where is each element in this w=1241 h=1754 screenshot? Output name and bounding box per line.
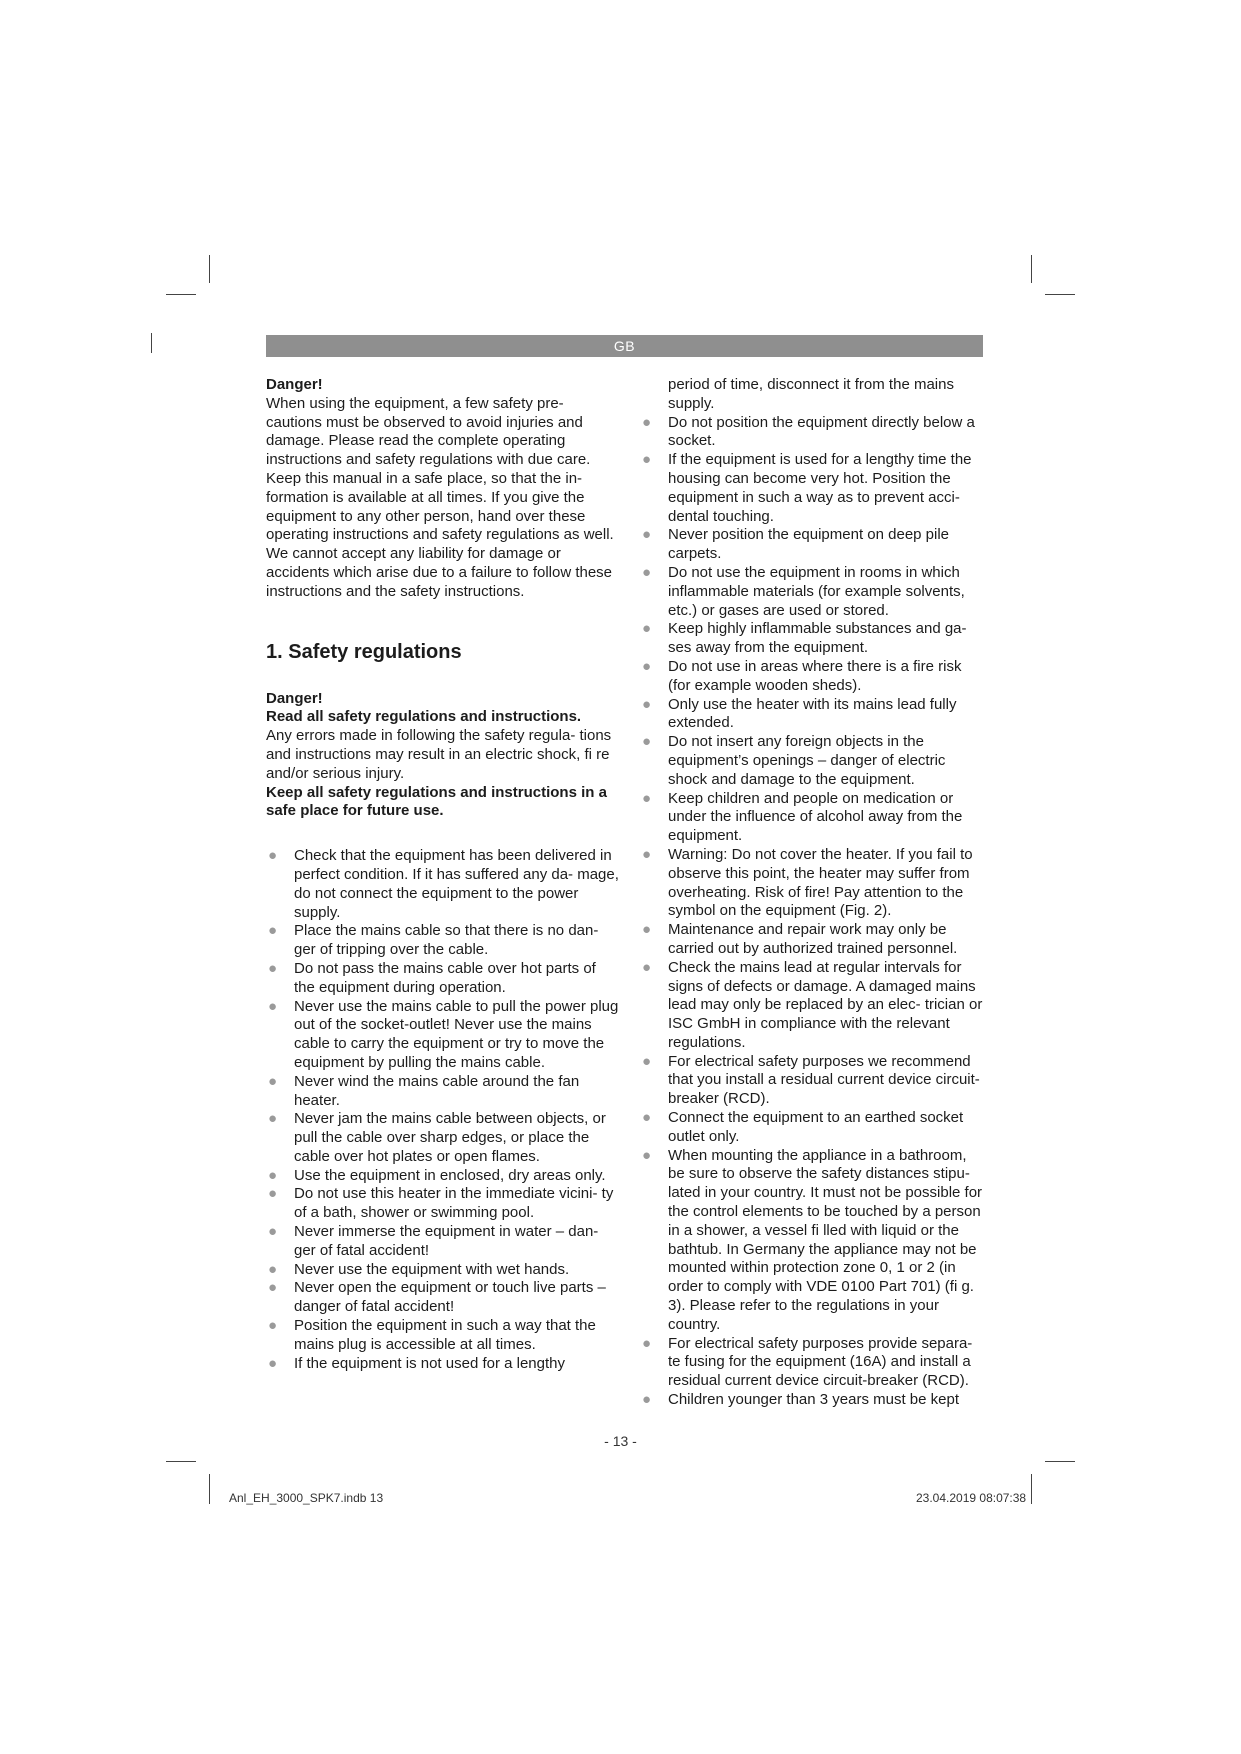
list-item xyxy=(266,998,620,1073)
left-column xyxy=(266,376,620,1373)
bullet-icon: ● xyxy=(268,1317,278,1335)
list-item-text: Never open the equipment or touch live parts – danger of fatal accident! xyxy=(294,1279,606,1316)
intro-paragraph: When using the equipment, a few safety pre- cautions must be observed to avoid injuries and damage. Please read the complete operating instructions and safety regulations with due care. Keep this manual in a safe place, so that the in- formation is available at all times. If you give the equipment to any other person, hand over these operating instructions and safety regulations as well. We cannot accept any liability for damage or accidents which arise due to a failure to follow these instructions and the safety instructions. xyxy=(266,394,614,600)
list-item-continued xyxy=(640,376,985,414)
bullet-icon: ● xyxy=(268,1185,278,1203)
list-item-text: Warning: Do not cover the heater. If you fail to observe this point, the heater may suffer from overheating. Risk of fire! Pay attention to the symbol on the equipment (Fig. 2). xyxy=(668,845,973,920)
list-item-text: Never jam the mains cable between objects, or pull the cable over sharp edges, or place the cable over hot plates or open flames. xyxy=(294,1110,606,1165)
bullet-icon: ● xyxy=(268,1110,278,1128)
read-all-instruction: Read all safety regulations and instructions. xyxy=(266,708,582,726)
list-item xyxy=(640,790,985,846)
list-item-text: Never use the equipment with wet hands. xyxy=(294,1260,570,1278)
list-item-text: Never immerse the equipment in water – dan- ger of fatal accident! xyxy=(294,1223,599,1259)
crop-mark xyxy=(1045,294,1075,295)
list-item xyxy=(640,620,985,658)
bullet-icon: ● xyxy=(642,1052,652,1070)
bullet-icon: ● xyxy=(642,451,652,469)
list-item xyxy=(266,1185,620,1223)
list-item xyxy=(640,414,985,452)
list-item xyxy=(640,846,985,921)
crop-mark xyxy=(166,294,196,295)
list-item-text: For electrical safety purposes provide separa- te fusing for the equipment (16A) and install a residual current device circuit-breaker (RCD). xyxy=(668,1334,973,1390)
bullet-icon: ● xyxy=(642,1391,652,1409)
list-item xyxy=(266,1317,620,1355)
errors-warning-paragraph: Any errors made in following the safety regula- tions and instructions may result in an electric shock, fi re and/or serious injury. xyxy=(266,727,612,782)
list-item-text: Never position the equipment on deep pile carpets. xyxy=(668,526,950,563)
right-column xyxy=(640,376,985,1410)
list-item-text: Keep children and people on medication or under the influence of alcohol away from the equipment. xyxy=(668,789,963,845)
bullet-icon: ● xyxy=(642,1334,652,1352)
page-number: - 13 - xyxy=(604,1433,637,1449)
bullet-icon: ● xyxy=(642,845,652,863)
list-item-text: For electrical safety purposes we recommend that you install a residual current device circuit-breaker (RCD). xyxy=(668,1052,980,1108)
bullet-icon: ● xyxy=(268,1354,278,1372)
bullet-icon: ● xyxy=(268,1072,278,1090)
list-item xyxy=(640,658,985,696)
list-item-text: Never wind the mains cable around the fan heater. xyxy=(294,1072,580,1109)
list-item-text: Use the equipment in enclosed, dry areas only. xyxy=(294,1166,606,1184)
list-item-text: Do not use this heater in the immediate vicini- ty of a bath, shower or swimming pool. xyxy=(294,1185,614,1222)
list-item-text: If the equipment is used for a lengthy time the housing can become very hot. Position the equipment in such a way as to prevent acci- dental touching. xyxy=(668,451,972,525)
bullet-icon: ● xyxy=(268,922,278,940)
section-title: 1. Safety regulations xyxy=(266,640,462,663)
list-item-text: Only use the heater with its mains lead fully extended. xyxy=(668,695,957,732)
list-item xyxy=(640,1391,985,1410)
list-item xyxy=(640,1147,985,1335)
keep-all-instruction: Keep all safety regulations and instructions in a safe place for future use. xyxy=(266,783,607,820)
bullet-icon: ● xyxy=(642,958,652,976)
list-item-text: Never use the mains cable to pull the power plug out of the socket-outlet! Never use the mains cable to carry the equipment or try to move the equipment by pulling the mains cable. xyxy=(294,997,619,1071)
list-item xyxy=(266,847,620,922)
right-bullet-list xyxy=(640,376,985,1410)
bullet-icon: ● xyxy=(268,1279,278,1297)
bullet-icon: ● xyxy=(268,997,278,1015)
list-item xyxy=(266,1110,620,1166)
list-item-text: If the equipment is not used for a lengthy xyxy=(294,1354,566,1372)
crop-mark xyxy=(209,255,210,283)
list-item-text: Check that the equipment has been delivered in perfect condition. If it has suffered any da- mage, do not connect the equipment to the power supply. xyxy=(294,847,619,921)
list-item-text: Children younger than 3 years must be kept xyxy=(668,1391,959,1409)
crop-mark xyxy=(1031,255,1032,283)
list-item xyxy=(266,1073,620,1111)
list-item-text: Do not pass the mains cable over hot parts of the equipment during operation. xyxy=(294,959,596,996)
list-item xyxy=(266,1261,620,1280)
crop-mark xyxy=(166,1461,196,1462)
list-item xyxy=(640,1335,985,1391)
bullet-icon: ● xyxy=(642,657,652,675)
bullet-icon: ● xyxy=(268,959,278,977)
bullet-icon: ● xyxy=(642,733,652,751)
list-item-text: period of time, disconnect it from the mains supply. xyxy=(668,376,954,412)
list-item xyxy=(640,1109,985,1147)
list-item-text: Connect the equipment to an earthed socket outlet only. xyxy=(668,1109,964,1145)
list-item-text: Maintenance and repair work may only be carried out by authorized trained personnel. xyxy=(668,921,958,957)
list-item xyxy=(640,526,985,564)
bullet-icon: ● xyxy=(642,526,652,544)
list-item xyxy=(640,451,985,526)
footer-file-name: Anl_EH_3000_SPK7.indb 13 xyxy=(229,1491,384,1505)
list-item-text: Keep highly inflammable substances and ga- ses away from the equipment. xyxy=(668,620,967,657)
list-item xyxy=(640,733,985,789)
bullet-icon: ● xyxy=(268,847,278,865)
footer-timestamp: 23.04.2019 08:07:38 xyxy=(916,1491,1027,1505)
bullet-icon: ● xyxy=(642,620,652,638)
crop-mark xyxy=(1045,1461,1075,1462)
list-item xyxy=(266,1355,620,1374)
list-item xyxy=(266,1223,620,1261)
list-item-text: Do not use the equipment in rooms in which inflammable materials (for example solvents, etc.) or gases are used or stored. xyxy=(668,563,965,619)
bullet-icon: ● xyxy=(642,1109,652,1127)
list-item xyxy=(266,960,620,998)
list-item-text: Do not insert any foreign objects in the equipment’s openings – danger of electric shock and damage to the equipment. xyxy=(668,733,946,788)
list-item xyxy=(266,1167,620,1186)
danger-heading: Danger! xyxy=(266,689,323,707)
intro-danger-heading: Danger! xyxy=(266,376,323,393)
list-item-text: Position the equipment in such a way that the mains plug is accessible at all times. xyxy=(294,1317,596,1353)
language-header-bar: GB xyxy=(266,335,983,357)
list-item xyxy=(640,959,985,1053)
list-item-text: Check the mains lead at regular intervals for signs of defects or damage. A damaged mains lead may only be replaced by an elec- trician or ISC GmbH in compliance with the relevant regulations. xyxy=(668,958,983,1051)
list-item xyxy=(640,696,985,734)
list-item xyxy=(266,1279,620,1317)
crop-mark xyxy=(151,333,152,353)
crop-mark xyxy=(209,1474,210,1504)
bullet-icon: ● xyxy=(642,563,652,581)
bullet-icon: ● xyxy=(268,1166,278,1184)
bullet-icon: ● xyxy=(642,789,652,807)
list-item-text: Place the mains cable so that there is no dan- ger of tripping over the cable. xyxy=(294,922,599,959)
crop-mark xyxy=(1031,1474,1032,1504)
left-bullet-list xyxy=(266,847,620,1373)
list-item xyxy=(640,1053,985,1109)
bullet-icon: ● xyxy=(268,1260,278,1278)
bullet-icon: ● xyxy=(642,695,652,713)
list-item-text: Do not position the equipment directly below a socket. xyxy=(668,413,975,450)
bullet-icon: ● xyxy=(642,413,652,431)
list-item xyxy=(266,922,620,960)
bullet-icon: ● xyxy=(268,1223,278,1241)
list-item-text: When mounting the appliance in a bathroom, be sure to observe the safety distances stipu- lated in your country. It must not be possible for the control elements to be touched by a person in a shower, a vessel fi lled with liquid or the bathtub. In Germany the appliance may not be mounted within protection zone 0, 1 or 2 (in order to comply with VDE 0100 Part 701) (fi g. 3). Please refer to the regulations in your country. xyxy=(668,1146,983,1333)
list-item xyxy=(640,921,985,959)
list-item xyxy=(640,564,985,620)
bullet-icon: ● xyxy=(642,1146,652,1164)
bullet-icon: ● xyxy=(642,921,652,939)
list-item-text: Do not use in areas where there is a fire risk (for example wooden sheds). xyxy=(668,657,962,694)
